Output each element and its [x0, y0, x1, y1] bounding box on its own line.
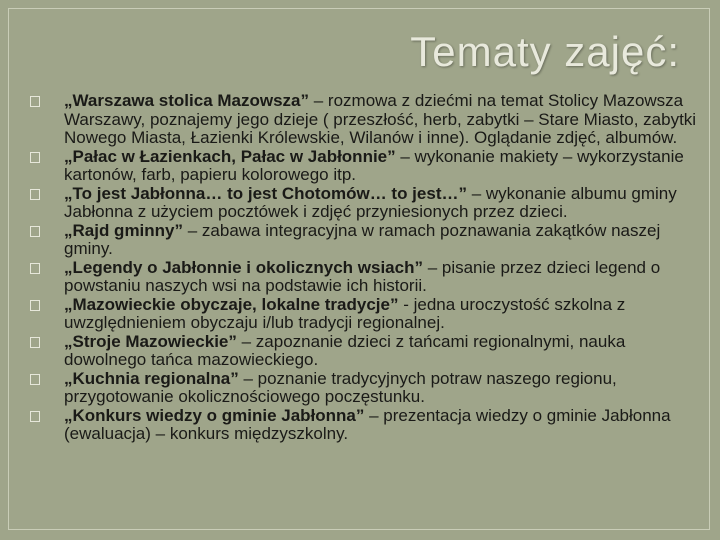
- list-item: [30, 259, 698, 296]
- item-heading: „Legendy o Jabłonnie i okolicznych wsiach”: [64, 257, 423, 277]
- square-bullet-icon: [30, 411, 40, 422]
- item-heading: „Mazowieckie obyczaje, lokalne tradycje”: [64, 294, 399, 314]
- list-item: [30, 92, 698, 148]
- list-item: [30, 333, 698, 370]
- item-heading: „To jest Jabłonna… to jest Chotomów… to jest…”: [64, 183, 467, 203]
- item-text: – zabawa integracyjna w ramach poznawania zakątków naszej gminy.: [64, 220, 661, 258]
- list-item: [30, 185, 698, 222]
- slide-title: Tematy zajęć:: [410, 28, 680, 75]
- item-heading: „Pałac w Łazienkach, Pałac w Jabłonnie”: [64, 146, 396, 166]
- item-heading: „Konkurs wiedzy o gminie Jabłonna”: [64, 405, 365, 425]
- item-text: – zapoznanie dzieci z tańcami regionalnymi, nauka dowolnego tańca mazowieckiego.: [64, 331, 626, 369]
- list-item: [30, 407, 698, 444]
- item-text: – prezentacja wiedzy o gminie Jabłonna (ewaluacja) – konkurs międzyszkolny.: [64, 405, 671, 443]
- square-bullet-icon: [30, 96, 40, 107]
- square-bullet-icon: [30, 337, 40, 348]
- item-text: – rozmowa z dziećmi na temat Stolicy Mazowsza Warszawy, poznajemy jego dzieje ( przeszłość, herb, zabytki – Stare Miasto, zabytki Nowego Miasta, Łazienki Królewskie, Wilanów i inne). Oglądanie zdjęć, albumów.: [64, 91, 697, 147]
- square-bullet-icon: [30, 152, 40, 163]
- item-text: – pisanie przez dzieci legend o powstaniu naszych wsi na podstawie ich historii.: [64, 257, 661, 295]
- list-item: [30, 222, 698, 259]
- item-text: – wykonanie albumu gminy Jabłonna z użyciem pocztówek i zdjęć przyniesionych przez dzieci.: [64, 183, 677, 221]
- square-bullet-icon: [30, 226, 40, 237]
- item-text: - jedna uroczystość szkolna z uwzględnieniem obyczaju i/lub tradycji regionalnej.: [64, 294, 626, 332]
- list-item: [30, 148, 698, 185]
- list-item: [30, 296, 698, 333]
- item-heading: „Rajd gminny”: [64, 220, 184, 240]
- square-bullet-icon: [30, 300, 40, 311]
- item-heading: „Stroje Mazowieckie”: [64, 331, 237, 351]
- item-heading: „Warszawa stolica Mazowsza”: [64, 91, 310, 110]
- item-text: – wykonanie makiety – wykorzystanie kartonów, farb, papieru kolorowego itp.: [64, 146, 684, 184]
- square-bullet-icon: [30, 189, 40, 200]
- list-item: [30, 370, 698, 407]
- square-bullet-icon: [30, 374, 40, 385]
- item-text: – poznanie tradycyjnych potraw naszego regionu, przygotowanie okolicznościowego poczęstunku.: [64, 368, 617, 406]
- item-heading: „Kuchnia regionalna”: [64, 368, 239, 388]
- square-bullet-icon: [30, 263, 40, 274]
- topic-list: [30, 92, 698, 444]
